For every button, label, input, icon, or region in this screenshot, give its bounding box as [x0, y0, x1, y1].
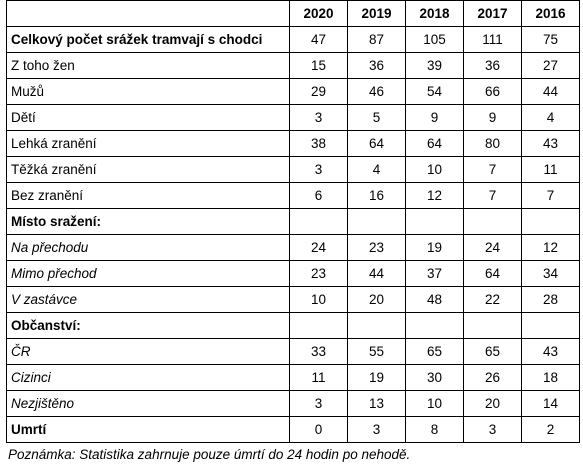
- value-cell: 12: [522, 235, 580, 261]
- row-label: Občanství:: [7, 313, 290, 339]
- value-cell: 46: [348, 79, 406, 105]
- value-cell: 80: [464, 131, 522, 157]
- value-cell: [464, 209, 522, 235]
- value-cell: 10: [290, 287, 348, 313]
- value-cell: 20: [464, 391, 522, 417]
- value-cell: 105: [406, 27, 464, 53]
- value-cell: 9: [406, 105, 464, 131]
- value-cell: 16: [348, 183, 406, 209]
- row-label: Z toho žen: [7, 53, 290, 79]
- header-cell-year: 2019: [348, 1, 406, 27]
- value-cell: 44: [522, 79, 580, 105]
- value-cell: [348, 209, 406, 235]
- row-label: Nezjištěno: [7, 391, 290, 417]
- header-row: [7, 1, 580, 27]
- value-cell: 37: [406, 261, 464, 287]
- header-cell-label: [7, 1, 290, 27]
- table-row: [7, 391, 580, 417]
- value-cell: 65: [464, 339, 522, 365]
- value-cell: 5: [348, 105, 406, 131]
- value-cell: 87: [348, 27, 406, 53]
- value-cell: 48: [406, 287, 464, 313]
- row-label: ČR: [7, 339, 290, 365]
- value-cell: 3: [290, 157, 348, 183]
- row-label: Celkový počet srážek tramvají s chodci: [7, 27, 290, 53]
- row-label: Lehká zranění: [7, 131, 290, 157]
- value-cell: 27: [522, 53, 580, 79]
- table-row: [7, 365, 580, 391]
- row-label: Na přechodu: [7, 235, 290, 261]
- row-label: V zastávce: [7, 287, 290, 313]
- table-body: [7, 27, 580, 443]
- value-cell: 19: [348, 365, 406, 391]
- value-cell: 3: [290, 391, 348, 417]
- value-cell: 26: [464, 365, 522, 391]
- table-row: [7, 235, 580, 261]
- value-cell: 14: [522, 391, 580, 417]
- value-cell: 0: [290, 417, 348, 443]
- value-cell: 65: [406, 339, 464, 365]
- table-row: [7, 417, 580, 443]
- row-label: Umrtí: [7, 417, 290, 443]
- value-cell: 24: [290, 235, 348, 261]
- value-cell: 18: [522, 365, 580, 391]
- row-label: Cizinci: [7, 365, 290, 391]
- value-cell: 39: [406, 53, 464, 79]
- value-cell: 43: [522, 339, 580, 365]
- value-cell: 75: [522, 27, 580, 53]
- value-cell: 64: [348, 131, 406, 157]
- value-cell: 11: [522, 157, 580, 183]
- value-cell: [348, 313, 406, 339]
- value-cell: [290, 209, 348, 235]
- value-cell: 64: [406, 131, 464, 157]
- value-cell: 66: [464, 79, 522, 105]
- table-row: [7, 339, 580, 365]
- table-row: [7, 287, 580, 313]
- value-cell: 2: [522, 417, 580, 443]
- statistics-table: [6, 0, 580, 443]
- row-label: Mužů: [7, 79, 290, 105]
- value-cell: 19: [406, 235, 464, 261]
- value-cell: 64: [464, 261, 522, 287]
- value-cell: [290, 313, 348, 339]
- header-cell-year: 2020: [290, 1, 348, 27]
- value-cell: 22: [464, 287, 522, 313]
- value-cell: 8: [406, 417, 464, 443]
- row-label: Dětí: [7, 105, 290, 131]
- value-cell: 3: [348, 417, 406, 443]
- value-cell: 54: [406, 79, 464, 105]
- value-cell: 20: [348, 287, 406, 313]
- row-label: Místo sražení:: [7, 209, 290, 235]
- value-cell: 4: [522, 105, 580, 131]
- value-cell: 7: [522, 183, 580, 209]
- value-cell: 9: [464, 105, 522, 131]
- value-cell: 111: [464, 27, 522, 53]
- table-row: [7, 183, 580, 209]
- value-cell: [406, 209, 464, 235]
- value-cell: 24: [464, 235, 522, 261]
- header-cell-year: 2018: [406, 1, 464, 27]
- value-cell: 43: [522, 131, 580, 157]
- header-cell-year: 2016: [522, 1, 580, 27]
- value-cell: 23: [290, 261, 348, 287]
- value-cell: 55: [348, 339, 406, 365]
- value-cell: 7: [464, 183, 522, 209]
- value-cell: [406, 313, 464, 339]
- table-row: [7, 157, 580, 183]
- value-cell: 47: [290, 27, 348, 53]
- row-label: Bez zranění: [7, 183, 290, 209]
- value-cell: 36: [464, 53, 522, 79]
- value-cell: 38: [290, 131, 348, 157]
- value-cell: [522, 209, 580, 235]
- value-cell: 36: [348, 53, 406, 79]
- value-cell: [522, 313, 580, 339]
- value-cell: 28: [522, 287, 580, 313]
- value-cell: 3: [290, 105, 348, 131]
- value-cell: [464, 313, 522, 339]
- table-row: [7, 79, 580, 105]
- row-label: Těžká zranění: [7, 157, 290, 183]
- value-cell: 44: [348, 261, 406, 287]
- value-cell: 10: [406, 391, 464, 417]
- value-cell: 4: [348, 157, 406, 183]
- value-cell: 34: [522, 261, 580, 287]
- table-row: [7, 27, 580, 53]
- value-cell: 29: [290, 79, 348, 105]
- value-cell: 15: [290, 53, 348, 79]
- value-cell: 12: [406, 183, 464, 209]
- value-cell: 11: [290, 365, 348, 391]
- value-cell: 7: [464, 157, 522, 183]
- value-cell: 10: [406, 157, 464, 183]
- header-cell-year: 2017: [464, 1, 522, 27]
- value-cell: 13: [348, 391, 406, 417]
- table-row: [7, 53, 580, 79]
- table-row: [7, 209, 580, 235]
- footnote: Poznámka: Statistika zahrnuje pouze úmrtí do 24 hodin po nehodě.: [8, 447, 411, 462]
- value-cell: 3: [464, 417, 522, 443]
- table-row: [7, 131, 580, 157]
- table-row: [7, 313, 580, 339]
- value-cell: 23: [348, 235, 406, 261]
- table-row: [7, 261, 580, 287]
- row-label: Mimo přechod: [7, 261, 290, 287]
- table-row: [7, 105, 580, 131]
- value-cell: 30: [406, 365, 464, 391]
- value-cell: 33: [290, 339, 348, 365]
- value-cell: 6: [290, 183, 348, 209]
